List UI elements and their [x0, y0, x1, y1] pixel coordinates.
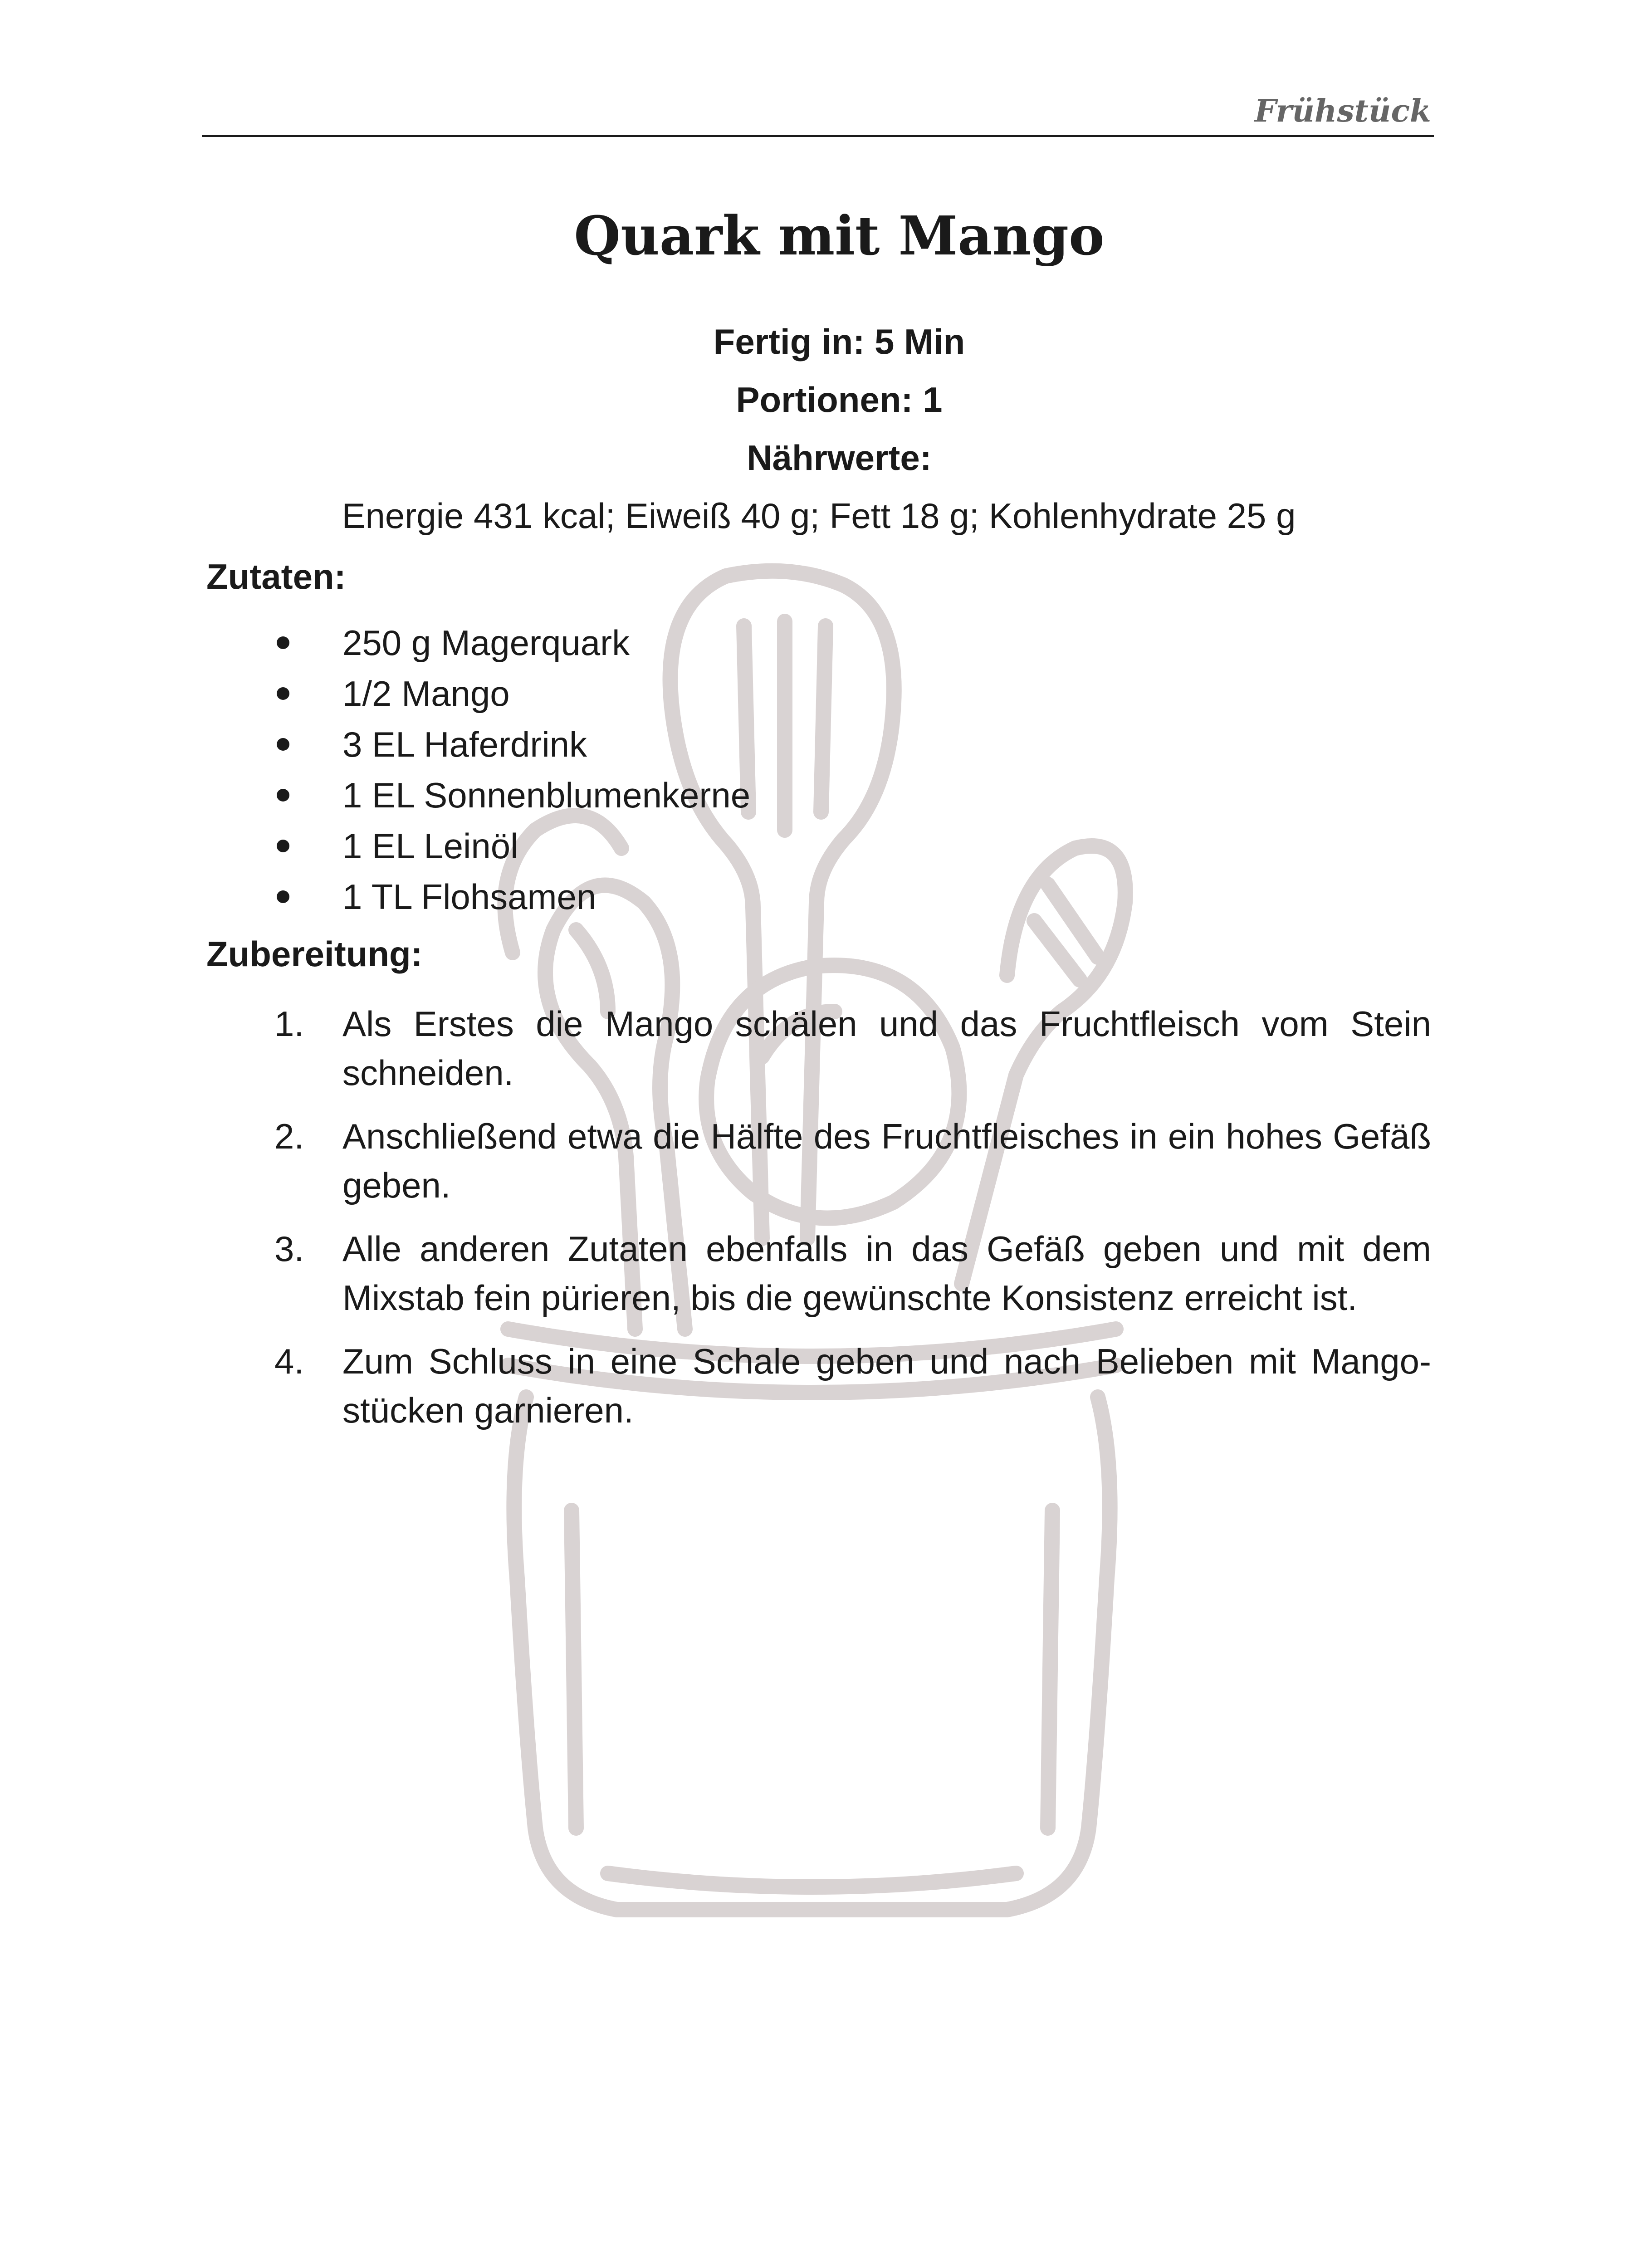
ingredient-text: 1 TL Flohsamen — [342, 877, 596, 917]
ingredients-list — [206, 617, 1431, 922]
recipe-title: Quark mit Mango — [574, 204, 1105, 267]
bullet-icon — [277, 738, 289, 751]
preparation-steps — [206, 999, 1431, 1435]
ingredients-heading: Zutaten: — [206, 557, 346, 596]
ingredient-text: 250 g Magerquark — [342, 623, 630, 663]
bullet-icon — [277, 636, 289, 649]
bullet-icon — [277, 890, 289, 903]
ingredient-text: 1/2 Mango — [342, 674, 510, 714]
step-number: 2. — [274, 1116, 304, 1156]
list-item — [206, 999, 1431, 1097]
step-number: 1. — [274, 1004, 304, 1044]
list-item — [206, 617, 1431, 668]
header-rule — [202, 135, 1434, 137]
running-header: Frühstück — [1254, 93, 1431, 129]
step-number: 3. — [274, 1229, 304, 1269]
bullet-icon — [277, 840, 289, 852]
list-item — [206, 821, 1431, 871]
list-item — [206, 1224, 1431, 1322]
nutrition-label: Nährwerte: — [747, 438, 932, 478]
bullet-icon — [277, 789, 289, 802]
list-item — [206, 770, 1431, 821]
bullet-icon — [277, 687, 289, 700]
servings: Portionen: 1 — [736, 380, 943, 420]
preparation-heading: Zubereitung: — [206, 934, 423, 974]
step-number: 4. — [274, 1341, 304, 1381]
ingredient-text: 3 EL Haferdrink — [342, 724, 587, 764]
nutrition-values: Energie 431 kcal; Eiweiß 40 g; Fett 18 g; Kohlenhydrate 25 g — [342, 496, 1296, 536]
step-text: Als Erstes die Mango schälen und das Fruchtfleisch vom Stein schneiden. — [342, 1004, 1431, 1093]
step-text: Zum Schluss in eine Schale geben und nach Belieben mit Mango-stücken garnieren. — [342, 1341, 1431, 1430]
ready-time: Fertig in: 5 Min — [713, 322, 965, 362]
list-item — [206, 871, 1431, 922]
ingredient-text: 1 EL Leinöl — [342, 826, 518, 866]
list-item — [206, 668, 1431, 719]
list-item — [206, 1337, 1431, 1435]
list-item — [206, 719, 1431, 770]
ingredient-text: 1 EL Sonnenblumenkerne — [342, 775, 751, 815]
step-text: Alle anderen Zutaten ebenfalls in das Gefäß geben und mit dem Mixstab fein pürieren, bis die gewünschte Konsistenz erreicht ist. — [342, 1229, 1431, 1318]
list-item — [206, 1112, 1431, 1210]
step-text: Anschließend etwa die Hälfte des Fruchtfleisches in ein hohes Gefäß geben. — [342, 1116, 1431, 1205]
recipe-content — [206, 195, 1431, 1449]
